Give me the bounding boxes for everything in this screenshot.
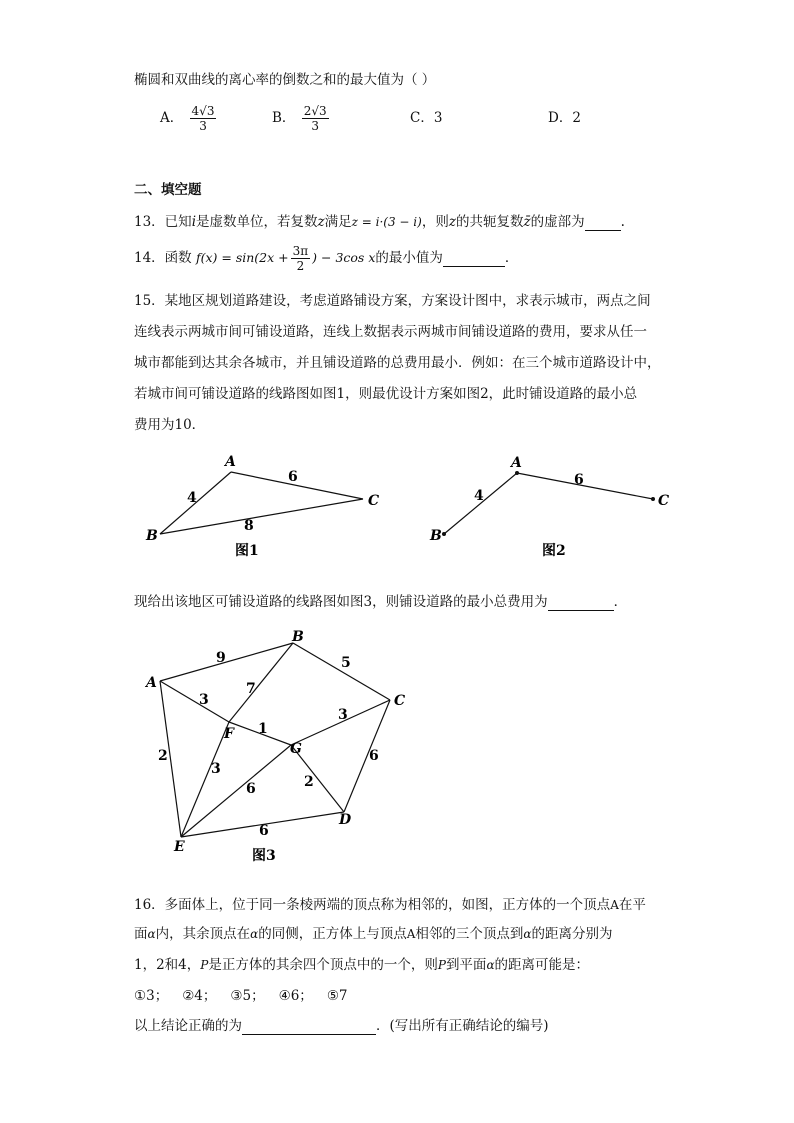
q14-formula-right: ) − 3cos x (312, 250, 376, 265)
option-c-label: C． (410, 110, 434, 126)
fig2-node-b: B (430, 528, 442, 544)
fig3-node-b: B (292, 629, 304, 645)
q16-choice-4: ④6； (278, 988, 313, 1004)
q16-alpha-2: α (250, 927, 259, 941)
section-title: 二、填空题 (134, 182, 202, 198)
q13-zbar: z̄ (523, 214, 531, 230)
q13 (134, 210, 625, 231)
q13-b: 是虚数单位，若复数 (196, 214, 318, 230)
fig3-caption: 图3 (252, 848, 276, 864)
q16-choice-1: ①3； (134, 988, 169, 1004)
fig3-node-d: D (339, 812, 352, 828)
fig2-point-a (515, 471, 519, 475)
option-b-den: 3 (311, 119, 319, 133)
fig3-node-e: E (174, 839, 185, 855)
fig3-weight-gd: 2 (304, 774, 314, 790)
fig1-node-b: B (146, 528, 158, 544)
option-b-label: B． (272, 110, 296, 126)
q16-choice-5: ⑤7 (326, 988, 348, 1004)
q15-answer-blank[interactable] (548, 594, 614, 611)
q12-stem: 椭圆和双曲线的离心率的倒数之和的最大值为（ ） (134, 72, 436, 88)
fig3-weight-ge: 6 (246, 781, 256, 797)
q15-line-1: 15．某地区规划道路建设，考虑道路铺设方案，方案设计图中，求表示城市，两点之间 (134, 293, 651, 309)
q16-choices (134, 984, 348, 1004)
q14-a: 14．函数 (134, 250, 192, 266)
fig2-point-c (651, 497, 655, 501)
q16-l2d: 相邻的三个顶点到 (415, 926, 524, 942)
option-c-value: 3 (433, 110, 443, 126)
q14-frac-den: 2 (296, 259, 305, 273)
option-a-den: 3 (199, 119, 207, 133)
q14-frac-num: 3π (292, 244, 309, 258)
q13-d: ，则 (421, 214, 449, 230)
q13-answer-blank[interactable] (585, 214, 621, 231)
option-b (272, 104, 331, 133)
fig3-node-g: G (290, 741, 302, 757)
fig2-weight-ab: 4 (474, 488, 484, 504)
q13-c: 满足 (324, 214, 352, 230)
q14 (134, 244, 518, 273)
q16-line-2 (134, 922, 613, 942)
q16-last-end: ．(写出所有正确结论的编号) (376, 1018, 549, 1034)
fig3-weight-fe: 3 (211, 761, 221, 777)
q14-b: 的最小值为 (375, 250, 443, 266)
fig3-edge-fe (181, 722, 229, 837)
q16-l1a: 16．多面体上，位于同一条棱两端的顶点称为相邻的，如图，正方体的一个顶点 (134, 897, 611, 913)
fig3-weight-ae: 2 (158, 748, 168, 764)
option-d (548, 106, 581, 126)
option-b-fraction (302, 104, 329, 133)
q13-e: 的共轭复数 (455, 214, 524, 230)
q16-last-line (134, 1014, 549, 1035)
q16-l3d: 的距离可能是： (494, 957, 590, 973)
fig1-caption: 图1 (235, 543, 259, 559)
q16-l3c: 到平面 (445, 957, 487, 973)
q15-question-text: 现给出该地区可铺设道路的线路图如图3，则铺设道路的最小总费用为 (134, 594, 548, 610)
q14-end: ． (504, 250, 519, 266)
fig3-node-c: C (394, 693, 406, 709)
fig3-edge-ab (160, 643, 293, 681)
fig3-edge-cd (344, 700, 390, 812)
q13-z1: z (317, 214, 325, 230)
q14-formula-left: f(x) = sin(2x + (195, 250, 289, 265)
q16-alpha-1: α (147, 927, 156, 941)
fig3-weight-bf: 7 (246, 681, 256, 697)
q16-l2e: 的距离分别为 (531, 926, 613, 942)
fig3-weight-af: 3 (199, 692, 209, 708)
q16-choice-3: ③5； (230, 988, 265, 1004)
q15-question-end: ． (613, 594, 628, 610)
fig3-edge-af (160, 681, 229, 722)
fig3-edge-bf (229, 643, 293, 722)
q15-line-4: 若城市间可铺设道路的线路图如图1，则最优设计方案如图2，此时铺设道路的最小总 (134, 386, 638, 402)
fig3-weight-cd: 6 (369, 748, 379, 764)
option-a (160, 104, 218, 133)
fig3-node-f: F (224, 726, 234, 742)
q15-line-3: 城市都能到达其余各城市，并且铺设道路的总费用最小．例如：在三个城市道路设计中， (134, 355, 661, 371)
fig2-weight-ac: 6 (574, 472, 584, 488)
fig1-node-a: A (225, 454, 236, 470)
q16-l2c: 的同侧，正方体上与顶点 (258, 926, 407, 942)
q13-i: i (191, 214, 197, 230)
fig3-weight-ed: 6 (259, 823, 269, 839)
figure-3 (140, 625, 420, 870)
fig2-node-c: C (658, 493, 670, 509)
option-a-num: 4√3 (191, 104, 215, 118)
q13-formula: z = i·(3 − i) (351, 215, 422, 229)
q15-question (134, 590, 627, 611)
figure-2 (424, 448, 684, 563)
q16-l1-vertex: A (610, 898, 619, 912)
option-b-num: 2√3 (303, 104, 327, 118)
fig3-edge-bc (293, 643, 390, 700)
fig3-node-a: A (146, 675, 157, 691)
fig3-weight-fg: 1 (258, 721, 268, 737)
fig1-weight-ac: 6 (288, 469, 298, 485)
fig2-point-b (442, 532, 446, 536)
q16-alpha-4: α (486, 958, 495, 972)
figure-1 (140, 448, 390, 563)
q16-l2b: 内，其余顶点在 (155, 926, 251, 942)
q16-line-1 (134, 893, 646, 913)
q14-answer-blank[interactable] (443, 250, 505, 267)
q13-z2: z (448, 214, 456, 230)
q15-line-2: 连线表示两城市间可铺设道路，连线上数据表示两城市间铺设道路的费用，要求从任一 (134, 324, 647, 340)
option-a-fraction (190, 104, 217, 133)
q14-fraction (291, 244, 311, 273)
fig3-weight-gc: 3 (338, 707, 348, 723)
option-a-label: A． (160, 110, 184, 126)
fig1-node-c: C (368, 493, 380, 509)
q16-answer-blank[interactable] (242, 1018, 376, 1035)
q16-p-1: P (200, 958, 209, 972)
q16-l1b: 在平 (618, 897, 646, 913)
option-d-label: D． (548, 110, 573, 126)
fig1-weight-ab: 4 (187, 490, 197, 506)
fig3-weight-bc: 5 (341, 655, 351, 671)
fig2-edge-ac (517, 473, 653, 499)
option-c (410, 106, 442, 126)
q16-l3a: 1，2和4， (134, 957, 201, 973)
q16-l2-vertex: A (406, 927, 416, 941)
option-d-value: 2 (572, 110, 581, 126)
q13-f: 的虚部为 (530, 214, 585, 230)
q16-p-2: P (437, 958, 446, 972)
fig3-weight-ab: 9 (216, 650, 226, 666)
q16-line-3 (134, 953, 589, 973)
q16-alpha-3: α (523, 927, 532, 941)
q13-end: . (620, 214, 625, 230)
q16-l3b: 是正方体的其余四个顶点中的一个，则 (208, 957, 438, 973)
q16-l2a: 面 (134, 926, 148, 942)
q16-choice-2: ②4； (182, 988, 217, 1004)
q13-a: 13．已知 (134, 214, 192, 230)
q15-line-5: 费用为10． (134, 417, 206, 433)
q16-last: 以上结论正确的为 (134, 1018, 242, 1034)
fig1-weight-bc: 8 (244, 518, 254, 534)
fig2-caption: 图2 (542, 543, 566, 559)
fig2-node-a: A (511, 455, 522, 471)
